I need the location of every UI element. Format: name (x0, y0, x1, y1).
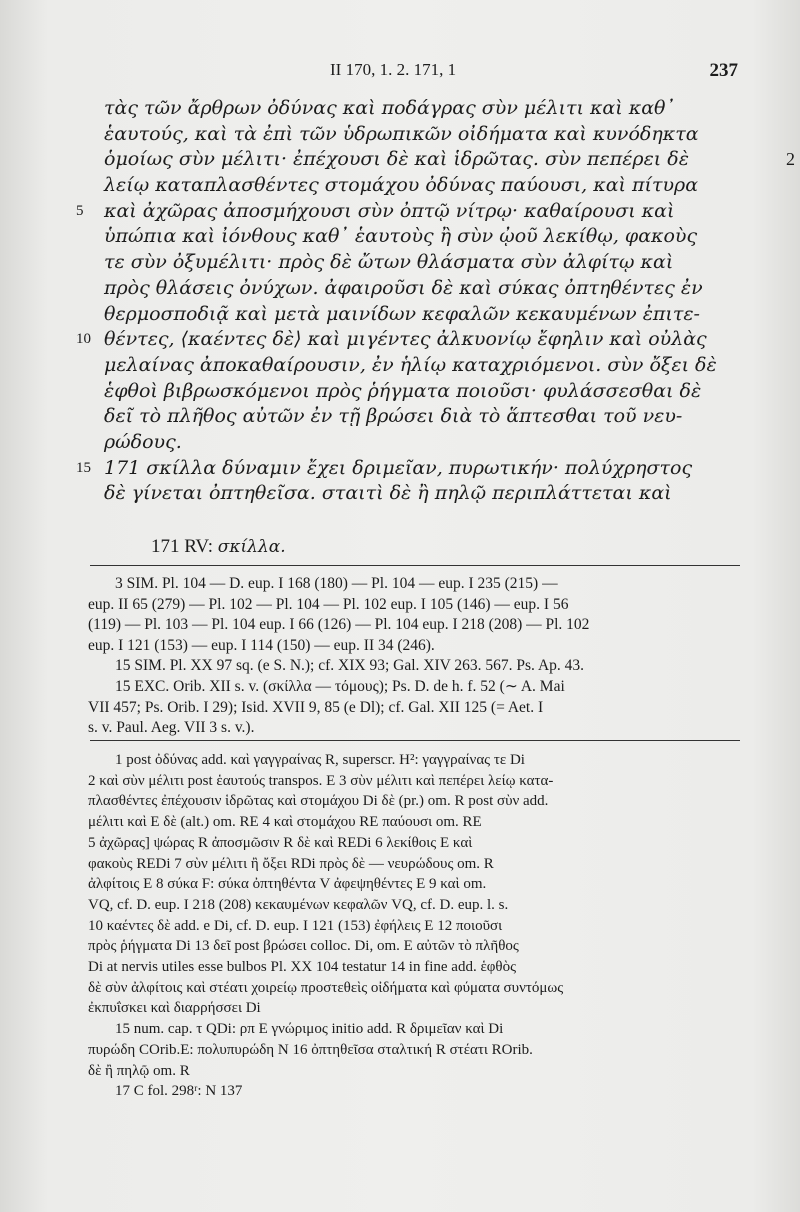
line-text: καὶ ἀχῶρας ἀποσμήχουσι σὺν ὀπτῷ νίτρῳ· καθαίρουσι καὶ (104, 199, 675, 222)
apparatus-source-line: VII 457; Ps. Orib. I 29); Isid. XVII 9, 85 (e Dl); cf. Gal. XII 125 (= Aet. I (88, 698, 544, 716)
chapter-witness-label: 171 RV: (151, 536, 213, 557)
apparatus-critical-line: 1 post ὀδύνας add. καὶ γαγγραίνας R, superscr. H²: γαγγραίνας τε Di (115, 752, 525, 768)
apparatus-divider (90, 565, 740, 566)
page-header (90, 60, 738, 84)
line-text: ἑαυτούς, καὶ τὰ ἐπὶ τῶν ὑδρωπικῶν οἰδήματα καὶ κυνόδηκτα (104, 122, 699, 145)
apparatus-source-line: 15 SIM. Pl. XX 97 sq. (e S. N.); cf. XIX 93; Gal. XIV 263. 567. Ps. Ap. 43. (115, 657, 585, 675)
text-line (104, 173, 744, 199)
apparatus-critical-line: πλασθέντες ἐπέχουσιν ἱδρῶτας καὶ στομάχου Di δὲ (pr.) om. R post σὺν add. (88, 793, 549, 810)
line-text: ὁμοίως σὺν μέλιτι· ἐπέχουσι δὲ καὶ ἱδρῶτας. σὺν πεπέρει δὲ (104, 148, 689, 171)
apparatus-source-line: 15 EXC. Orib. XII s. v. (σκίλλα — τόμους); Ps. D. de h. f. 52 (∼ A. Mai (115, 677, 565, 695)
apparatus-critical-line: Di at nervis utiles esse bulbos Pl. XX 104 testatur 14 in fine add. ἑφθὸς (88, 959, 517, 976)
apparatus-critical (88, 750, 742, 1102)
apparatus-critical-line: VQ, cf. D. eup. I 218 (208) κεκαυμένων κεφαλῶν VQ, cf. D. eup. l. s. (88, 896, 509, 913)
line-text: θέντες, ⟨καέντες δὲ⟩ καὶ μιγέντες ἀλκυονίῳ ἔφηλιν καὶ οὐλὰς (104, 328, 707, 351)
apparatus-critical-line: δὲ ἢ πηλῷ om. R (88, 1062, 190, 1079)
apparatus-source-line: (119) — Pl. 103 — Pl. 104 eup. I 66 (126) — Pl. 104 eup. I 218 (208) — Pl. 102 (88, 616, 590, 634)
apparatus-critical-line: φακοὺς REDi 7 σὺν μέλιτι ἢ ὄξει RDi πρὸς δὲ — νευρώδους om. R (88, 855, 494, 872)
apparatus-critical-line: πυρώδη COrib.E: πολυπυρώδη N 16 ὀπτηθεῖσα σταλτική R στέατι ROrib. (88, 1041, 533, 1058)
line-text: ὑπώπια καὶ ἰόνθους καθ᾽ ἑαυτοὺς ἢ σὺν ᾠοῦ λεκίθῳ, φακοὺς (104, 225, 698, 248)
text-line (76, 456, 744, 482)
apparatus-critical-line: μέλιτι καὶ E δὲ (alt.) om. RE 4 καὶ στομάχου RE παύουσι om. RE (88, 814, 482, 831)
apparatus-source-line: s. v. Paul. Aeg. VII 3 s. v.). (88, 719, 255, 737)
line-number: 15 (76, 459, 91, 476)
apparatus-critical-line: πρὸς ῥήγματα Di 13 δεῖ post βρώσει colloc. Di, om. E αὐτῶν τὸ πλῆθος (88, 938, 519, 955)
text-line (104, 250, 744, 276)
text-line (104, 353, 744, 379)
text-line (104, 96, 744, 122)
chapter-witness-line (151, 536, 286, 558)
line-text: δὲ γίνεται ὀπτηθεῖσα. σταιτὶ δὲ ἢ πηλῷ περιπλάττεται καὶ (104, 482, 672, 505)
apparatus-critical-line: ἀλφίτοις E 8 σύκα F: σύκα ὀπτηθέντα V ἀφεψηθέντες E 9 καὶ om. (88, 876, 487, 893)
chapter-witness-word: σκίλλα. (217, 537, 286, 557)
line-number: 10 (76, 331, 91, 348)
apparatus-critical-line: 17 C fol. 298ʳ: N 137 (115, 1083, 243, 1100)
line-text: τε σὺν ὀξυμέλιτι· πρὸς δὲ ὤτων θλάσματα σὺν ἀλφίτῳ καὶ (104, 251, 674, 274)
apparatus-critical-line: ἐκπυΐσκει καὶ διαρρήσσει Di (88, 1000, 261, 1017)
text-line (104, 430, 744, 456)
apparatus-critical-line: δὲ σὺν ἀλφίτοις καὶ στέατι χοιρείῳ προστεθεὶς οἰδήματα καὶ φύματα συντόμως (88, 979, 564, 996)
text-line (76, 327, 744, 353)
apparatus-critical-line: 10 καέντες δὲ add. e Di, cf. D. eup. I 121 (153) ἐφήλεις E 12 ποιοῦσι (88, 917, 503, 934)
line-text: λείῳ καταπλασθέντες στομάχου ὀδύνας παύουσι, καὶ πίτυρα (104, 174, 699, 197)
text-line (104, 122, 744, 148)
text-line (104, 379, 744, 405)
apparatus-critical-line: 5 ἀχῶρας] ψώρας R ἀποσμῶσιν R δὲ καὶ REDi 6 λεκίθοις E καὶ (88, 834, 473, 851)
apparatus-source-line: eup. I 121 (153) — eup. I 114 (150) — eup. II 34 (246). (88, 636, 435, 654)
text-line (104, 224, 744, 250)
line-text: δεῖ τὸ πλῆθος αὐτῶν ἐν τῇ βρώσει διὰ τὸ ἅπτεσθαι τοῦ νευ- (104, 405, 683, 428)
text-line (104, 147, 795, 173)
text-line (104, 404, 744, 430)
text-line (76, 199, 744, 225)
line-text: 171 σκίλλα δύναμιν ἔχει δριμεῖαν, πυρωτικήν· πολύχρηστος (104, 456, 693, 479)
page-number: 237 (709, 60, 738, 81)
margin-reference-mark: 2 (786, 149, 795, 170)
text-line (104, 276, 744, 302)
line-text: ἑφθοὶ βιβρωσκόμενοι πρὸς ῥήγματα ποιοῦσι· φυλάσσεσθαι δὲ (104, 379, 702, 402)
apparatus-source-line: eup. II 65 (279) — Pl. 102 — Pl. 104 — Pl. 102 eup. I 105 (146) — eup. I 56 (88, 595, 569, 613)
line-text: πρὸς θλάσεις ὀνύχων. ἀφαιροῦσι δὲ καὶ σύκας ὀπτηθέντες ἐν (104, 276, 703, 299)
apparatus-sources (88, 574, 742, 739)
line-number: 5 (76, 202, 84, 219)
apparatus-divider-critical (90, 740, 740, 741)
apparatus-critical-line: 2 καὶ σὺν μέλιτι post ἑαυτούς transpos. E 3 σὺν μέλιτι καὶ πεπέρει λείῳ κατα- (88, 772, 554, 789)
apparatus-source-line: 3 SIM. Pl. 104 — D. eup. I 168 (180) — Pl. 104 — eup. I 235 (215) — (115, 575, 558, 592)
line-text: τὰς τῶν ἄρθρων ὀδύνας καὶ ποδάγρας σὺν μέλιτι καὶ καθ᾽ (104, 97, 675, 119)
line-text: θερμοσποδιᾷ καὶ μετὰ μαινίδων κεφαλῶν κεκαυμένων ἐπιτε- (104, 302, 700, 325)
running-head-reference: II 170, 1. 2. 171, 1 (330, 60, 457, 79)
text-line (104, 481, 744, 507)
line-text: μελαίνας ἀποκαθαίρουσιν, ἐν ἡλίῳ καταχριόμενοι. σὺν ὄξει δὲ (104, 353, 717, 376)
line-text: ρώδους. (104, 430, 182, 453)
text-line (104, 302, 744, 328)
apparatus-critical-line: 15 num. cap. τ QDi: ρπ E γνώριμος initio add. R δριμεῖαν καὶ Di (115, 1021, 504, 1038)
main-text (76, 96, 795, 507)
